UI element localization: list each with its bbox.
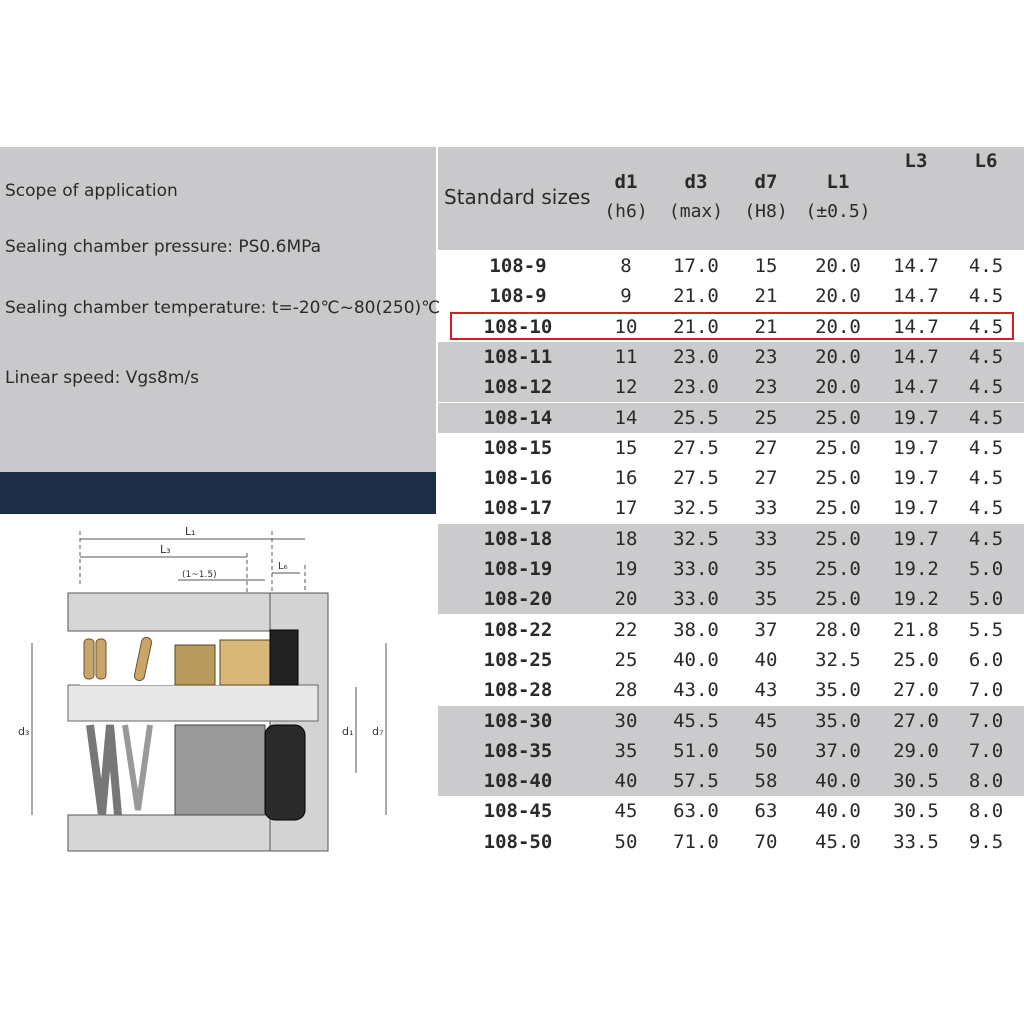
- cell-value: 35.0: [815, 709, 861, 732]
- cell-value: 4.5: [968, 285, 1004, 308]
- cell-value: 7.0: [968, 679, 1004, 702]
- cell-value: 4.5: [968, 376, 1004, 399]
- table-row: [438, 403, 1024, 433]
- cell-value: 22: [614, 618, 638, 641]
- cell-value: 33: [754, 497, 778, 520]
- table-row: [438, 766, 1024, 796]
- speed-spec: Linear speed: Vgs8m/s: [5, 368, 199, 388]
- cell-value: 19.2: [893, 558, 939, 580]
- label-L3: L₃: [160, 543, 171, 556]
- cell-value: 19: [614, 558, 638, 580]
- table-row: [438, 736, 1024, 766]
- cell-value: 25.0: [815, 558, 861, 580]
- cell-value: 23.0: [673, 376, 719, 399]
- cell-size-code: 108-9: [489, 285, 547, 308]
- cell-value: 32.5: [673, 497, 719, 520]
- cell-value: 20.0: [815, 285, 861, 308]
- cell-value: 27.5: [673, 436, 719, 459]
- cell-value: 32.5: [673, 527, 719, 550]
- cell-value: 70: [754, 830, 778, 853]
- header-d3: d3: [684, 171, 708, 193]
- table-row: [438, 615, 1024, 645]
- cell-size-code: 108-22: [483, 618, 553, 641]
- label-range: (1~1.5): [182, 570, 217, 580]
- cell-value: 5.5: [968, 618, 1004, 641]
- cell-value: 25.5: [673, 406, 719, 429]
- cell-value: 57.5: [673, 770, 719, 793]
- table-row: [438, 281, 1024, 311]
- cell-value: 43: [754, 679, 778, 702]
- cell-value: 45.0: [815, 830, 861, 853]
- cell-size-code: 108-19: [483, 558, 553, 580]
- cell-value: 9: [620, 285, 632, 308]
- cell-value: 25: [614, 648, 638, 671]
- cell-value: 12: [614, 376, 638, 399]
- cell-value: 4.5: [968, 255, 1004, 277]
- cell-value: 10: [614, 315, 638, 338]
- cell-value: 35: [754, 588, 778, 611]
- label-d7: d₇: [372, 725, 384, 738]
- cell-value: 25.0: [815, 467, 861, 490]
- cell-value: 19.7: [893, 467, 939, 490]
- cell-value: 58: [754, 770, 778, 793]
- cell-value: 45: [754, 709, 778, 732]
- cell-value: 21: [754, 285, 778, 308]
- cell-value: 4.5: [968, 467, 1004, 490]
- cell-value: 51.0: [673, 739, 719, 762]
- table-row: [438, 584, 1024, 614]
- cell-value: 21.0: [673, 315, 719, 338]
- header-d7: d7: [754, 171, 778, 193]
- header-L1: L1: [826, 171, 850, 193]
- cell-value: 6.0: [968, 648, 1004, 671]
- header-d1: d1: [614, 171, 638, 193]
- cell-value: 20.0: [815, 315, 861, 338]
- cell-value: 21.0: [673, 285, 719, 308]
- header-L6: L6: [974, 150, 998, 172]
- cell-value: 23.0: [673, 345, 719, 368]
- cell-size-code: 108-50: [483, 830, 553, 853]
- cell-value: 15: [614, 436, 638, 459]
- cell-size-code: 108-28: [483, 679, 553, 702]
- cell-size-code: 108-12: [483, 376, 553, 399]
- cell-value: 50: [754, 739, 778, 762]
- cell-value: 8: [620, 255, 632, 277]
- cell-value: 40: [614, 770, 638, 793]
- cell-size-code: 108-15: [483, 436, 553, 459]
- cell-value: 14.7: [893, 255, 939, 277]
- header-d1-tolerance: (h6): [604, 201, 648, 222]
- table-row: [438, 645, 1024, 675]
- cell-value: 19.7: [893, 406, 939, 429]
- cell-value: 37.0: [815, 739, 861, 762]
- cell-value: 17.0: [673, 255, 719, 277]
- label-d1: d₁: [342, 725, 354, 738]
- cell-value: 15: [754, 255, 778, 277]
- cell-value: 25.0: [893, 648, 939, 671]
- cell-value: 63: [754, 800, 778, 823]
- table-header: [438, 147, 1024, 250]
- cell-value: 63.0: [673, 800, 719, 823]
- cell-value: 28.0: [815, 618, 861, 641]
- cell-value: 33.0: [673, 588, 719, 611]
- table-row: [438, 372, 1024, 402]
- cell-value: 8.0: [968, 770, 1004, 793]
- cell-size-code: 108-9: [489, 255, 547, 277]
- cell-value: 14.7: [893, 376, 939, 399]
- cell-value: 45: [614, 800, 638, 823]
- cell-value: 30.5: [893, 800, 939, 823]
- scope-heading: Scope of application: [5, 181, 178, 201]
- cell-value: 4.5: [968, 345, 1004, 368]
- cell-value: 29.0: [893, 739, 939, 762]
- cell-value: 45.5: [673, 709, 719, 732]
- cell-value: 5.0: [968, 588, 1004, 611]
- cell-value: 25.0: [815, 406, 861, 429]
- cell-size-code: 108-14: [483, 406, 553, 429]
- label-L1: L₁: [185, 525, 196, 538]
- cell-value: 9.5: [968, 830, 1004, 853]
- cell-value: 4.5: [968, 315, 1004, 338]
- header-d7-tolerance: (H8): [744, 201, 788, 222]
- cell-value: 4.5: [968, 436, 1004, 459]
- cell-value: 17: [614, 497, 638, 520]
- cell-size-code: 108-25: [483, 648, 553, 671]
- cell-value: 25.0: [815, 527, 861, 550]
- temperature-spec: Sealing chamber temperature: t=-20℃~80(250)℃: [5, 298, 441, 318]
- cell-value: 19.7: [893, 497, 939, 520]
- cell-value: 11: [614, 345, 638, 368]
- seal-cross-section-diagram: [10, 525, 420, 855]
- cell-value: 14.7: [893, 345, 939, 368]
- cell-value: 33.5: [893, 830, 939, 853]
- cell-value: 33: [754, 527, 778, 550]
- header-standard-sizes: Standard sizes: [444, 185, 591, 209]
- application-info-panel: [0, 147, 441, 472]
- cell-value: 37: [754, 618, 778, 641]
- cell-value: 27.0: [893, 679, 939, 702]
- cell-value: 14.7: [893, 315, 939, 338]
- table-row: [438, 251, 1024, 281]
- cell-value: 14.7: [893, 285, 939, 308]
- label-L6: L₆: [278, 561, 288, 572]
- cell-value: 38.0: [673, 618, 719, 641]
- cell-value: 19.7: [893, 436, 939, 459]
- cell-value: 40.0: [815, 770, 861, 793]
- cell-size-code: 108-20: [483, 588, 553, 611]
- table-row: [438, 827, 1024, 857]
- cell-value: 27.0: [893, 709, 939, 732]
- cell-value: 43.0: [673, 679, 719, 702]
- cell-value: 25: [754, 406, 778, 429]
- cell-value: 19.7: [893, 527, 939, 550]
- table-row: [438, 433, 1024, 463]
- pressure-spec: Sealing chamber pressure: PS0.6MPa: [5, 237, 322, 257]
- cell-value: 4.5: [968, 527, 1004, 550]
- table-row: [438, 342, 1024, 372]
- cell-value: 71.0: [673, 830, 719, 853]
- cell-value: 20.0: [815, 345, 861, 368]
- cell-size-code: 108-18: [483, 527, 553, 550]
- cell-value: 7.0: [968, 709, 1004, 732]
- table-row: [438, 796, 1024, 826]
- info-footer-bar: [0, 472, 436, 514]
- cell-value: 4.5: [968, 497, 1004, 520]
- cell-value: 35.0: [815, 679, 861, 702]
- cell-value: 40.0: [815, 800, 861, 823]
- cell-value: 25.0: [815, 497, 861, 520]
- label-d3: d₃: [18, 725, 30, 738]
- cell-value: 4.5: [968, 406, 1004, 429]
- table-row: [438, 675, 1024, 705]
- header-d3-tolerance: (max): [668, 201, 724, 222]
- cell-value: 8.0: [968, 800, 1004, 823]
- cell-value: 18: [614, 527, 638, 550]
- cell-value: 27: [754, 436, 778, 459]
- cell-size-code: 108-30: [483, 709, 553, 732]
- cell-size-code: 108-45: [483, 800, 553, 823]
- cell-size-code: 108-40: [483, 770, 553, 793]
- cell-size-code: 108-35: [483, 739, 553, 762]
- cell-size-code: 108-17: [483, 497, 553, 520]
- cell-value: 20.0: [815, 255, 861, 277]
- cell-value: 50: [614, 830, 638, 853]
- cell-value: 21: [754, 315, 778, 338]
- table-row: [438, 463, 1024, 493]
- cell-value: 28: [614, 679, 638, 702]
- cell-value: 35: [754, 558, 778, 580]
- selected-row-highlight: [450, 312, 1014, 340]
- cell-value: 19.2: [893, 588, 939, 611]
- cell-value: 23: [754, 376, 778, 399]
- cell-value: 32.5: [815, 648, 861, 671]
- cell-value: 20: [614, 588, 638, 611]
- header-L3: L3: [904, 150, 928, 172]
- cell-value: 20.0: [815, 376, 861, 399]
- cell-value: 27.5: [673, 467, 719, 490]
- cell-value: 25.0: [815, 588, 861, 611]
- cell-size-code: 108-10: [483, 315, 553, 338]
- cell-value: 14: [614, 406, 638, 429]
- cell-value: 5.0: [968, 558, 1004, 580]
- cell-value: 7.0: [968, 739, 1004, 762]
- cell-value: 25.0: [815, 436, 861, 459]
- cell-value: 40.0: [673, 648, 719, 671]
- cell-value: 16: [614, 467, 638, 490]
- cell-value: 30.5: [893, 770, 939, 793]
- table-row: [438, 524, 1024, 554]
- cell-size-code: 108-16: [483, 467, 553, 490]
- cell-value: 27: [754, 467, 778, 490]
- table-row: [438, 493, 1024, 523]
- cell-value: 33.0: [673, 558, 719, 580]
- cell-value: 35: [614, 739, 638, 762]
- cell-size-code: 108-11: [483, 345, 553, 368]
- header-L1-tolerance: (±0.5): [805, 201, 871, 222]
- table-row: [438, 706, 1024, 736]
- cell-value: 30: [614, 709, 638, 732]
- cell-value: 23: [754, 345, 778, 368]
- table-row: [438, 554, 1024, 584]
- cell-value: 40: [754, 648, 778, 671]
- cell-value: 21.8: [893, 618, 939, 641]
